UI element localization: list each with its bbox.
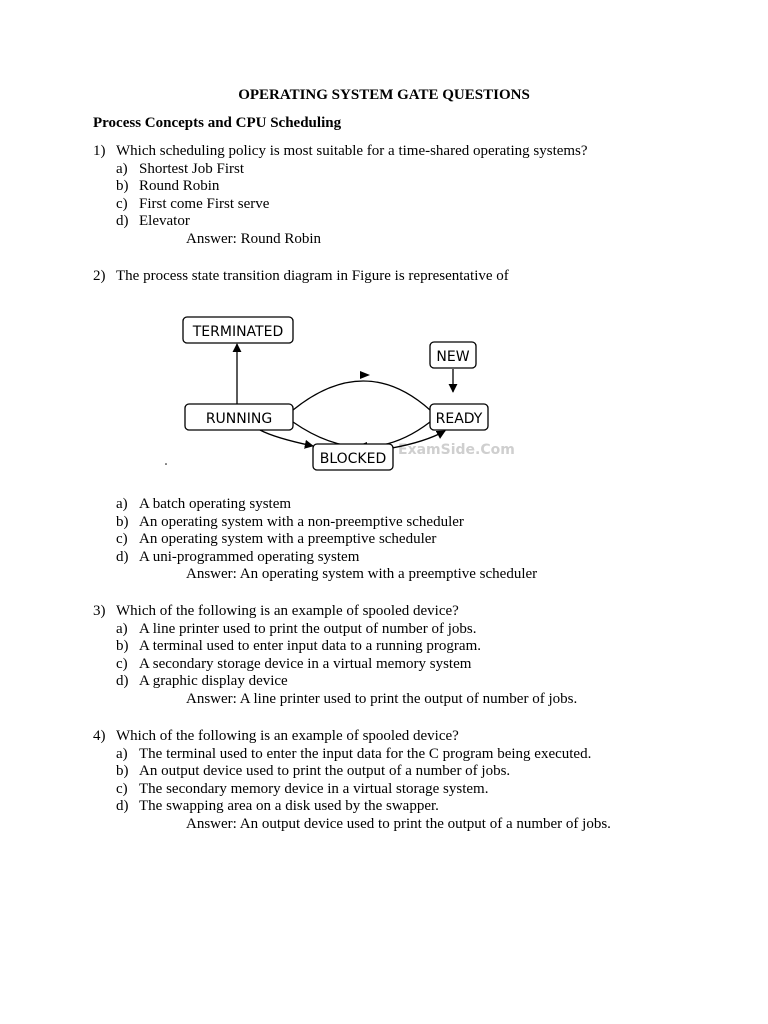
question-text: Which of the following is an example of spooled device? xyxy=(116,728,459,744)
option-letter: b) xyxy=(116,178,129,195)
option-a xyxy=(93,496,733,514)
option-letter: b) xyxy=(116,513,129,530)
option-letter: c) xyxy=(116,531,128,548)
question-number: 2) xyxy=(93,268,106,284)
question-1 xyxy=(93,143,733,249)
option-c xyxy=(93,656,733,674)
option-text: An operating system with a non-preemptive scheduler xyxy=(139,513,464,530)
option-b xyxy=(93,514,733,532)
option-text: Elevator xyxy=(139,213,190,230)
option-a xyxy=(93,621,733,639)
option-text: The secondary memory device in a virtual storage system. xyxy=(139,780,489,797)
document-title: OPERATING SYSTEM GATE QUESTIONS xyxy=(238,87,530,103)
option-letter: c) xyxy=(116,195,128,212)
option-a xyxy=(93,746,733,764)
option-text: A terminal used to enter input data to a running program. xyxy=(139,638,481,655)
state-label-running: RUNNING xyxy=(205,411,273,427)
question-4 xyxy=(93,728,733,834)
option-c xyxy=(93,196,733,214)
question-text: Which scheduling policy is most suitable for a time-shared operating systems? xyxy=(116,143,588,159)
option-text: First come First serve xyxy=(139,195,270,212)
option-text: Round Robin xyxy=(139,178,220,195)
state-label-ready: READY xyxy=(435,411,483,427)
option-a xyxy=(93,161,733,179)
question-number: 1) xyxy=(93,143,106,159)
option-text: An operating system with a preemptive scheduler xyxy=(139,531,437,548)
option-letter: d) xyxy=(116,548,129,565)
option-letter: c) xyxy=(116,780,128,797)
option-text: A graphic display device xyxy=(139,673,288,690)
state-label-new: NEW xyxy=(436,349,470,365)
option-letter: a) xyxy=(116,745,128,762)
process-state-diagram xyxy=(160,312,530,472)
state-label-blocked: BLOCKED xyxy=(319,451,387,467)
option-text: An output device used to print the output of a number of jobs. xyxy=(139,763,511,780)
option-c xyxy=(93,531,733,549)
answer: Answer: A line printer used to print the output of number of jobs. xyxy=(186,690,578,707)
state-label-terminated: TERMINATED xyxy=(192,324,284,340)
option-text: A batch operating system xyxy=(139,496,292,512)
option-letter: b) xyxy=(116,638,129,655)
section-title: Process Concepts and CPU Scheduling xyxy=(93,115,342,131)
option-c xyxy=(93,781,733,799)
question-3 xyxy=(93,603,733,709)
answer: Answer: An output device used to print the output of a number of jobs. xyxy=(186,815,611,832)
option-d xyxy=(93,798,733,816)
option-text: The swapping area on a disk used by the swapper. xyxy=(139,798,439,815)
option-letter: d) xyxy=(116,798,129,815)
question-number: 4) xyxy=(93,728,106,744)
option-text: A uni-programmed operating system xyxy=(139,548,360,565)
edge-running-to-blocked xyxy=(260,430,313,446)
option-letter: b) xyxy=(116,763,129,780)
option-text: A line printer used to print the output of number of jobs. xyxy=(139,620,477,637)
edge-running-to-ready xyxy=(293,381,430,410)
option-letter: c) xyxy=(116,655,128,672)
arrowhead-upper xyxy=(360,371,370,379)
option-b xyxy=(93,638,733,656)
option-text: The terminal used to enter the input data for the C program being executed. xyxy=(139,745,592,762)
option-d xyxy=(93,549,733,567)
question-text: Which of the following is an example of spooled device? xyxy=(116,603,459,619)
option-letter: a) xyxy=(116,496,128,512)
question-2 xyxy=(93,268,733,286)
answer: Answer: Round Robin xyxy=(186,230,321,247)
watermark-text: ExamSide.Com xyxy=(398,442,515,458)
question-2-options xyxy=(93,496,733,584)
diagram-svg xyxy=(160,312,530,472)
question-text: The process state transition diagram in Figure is representative of xyxy=(116,268,509,284)
option-text: A secondary storage device in a virtual memory system xyxy=(139,655,472,672)
option-d xyxy=(93,213,733,231)
option-letter: a) xyxy=(116,620,128,637)
option-b xyxy=(93,763,733,781)
option-letter: d) xyxy=(116,673,129,690)
option-letter: d) xyxy=(116,213,129,230)
option-letter: a) xyxy=(116,160,128,177)
stray-dot xyxy=(165,463,167,465)
option-text: Shortest Job First xyxy=(139,160,245,177)
question-number: 3) xyxy=(93,603,106,619)
option-d xyxy=(93,673,733,691)
option-b xyxy=(93,178,733,196)
answer: Answer: An operating system with a preemptive scheduler xyxy=(186,566,538,583)
